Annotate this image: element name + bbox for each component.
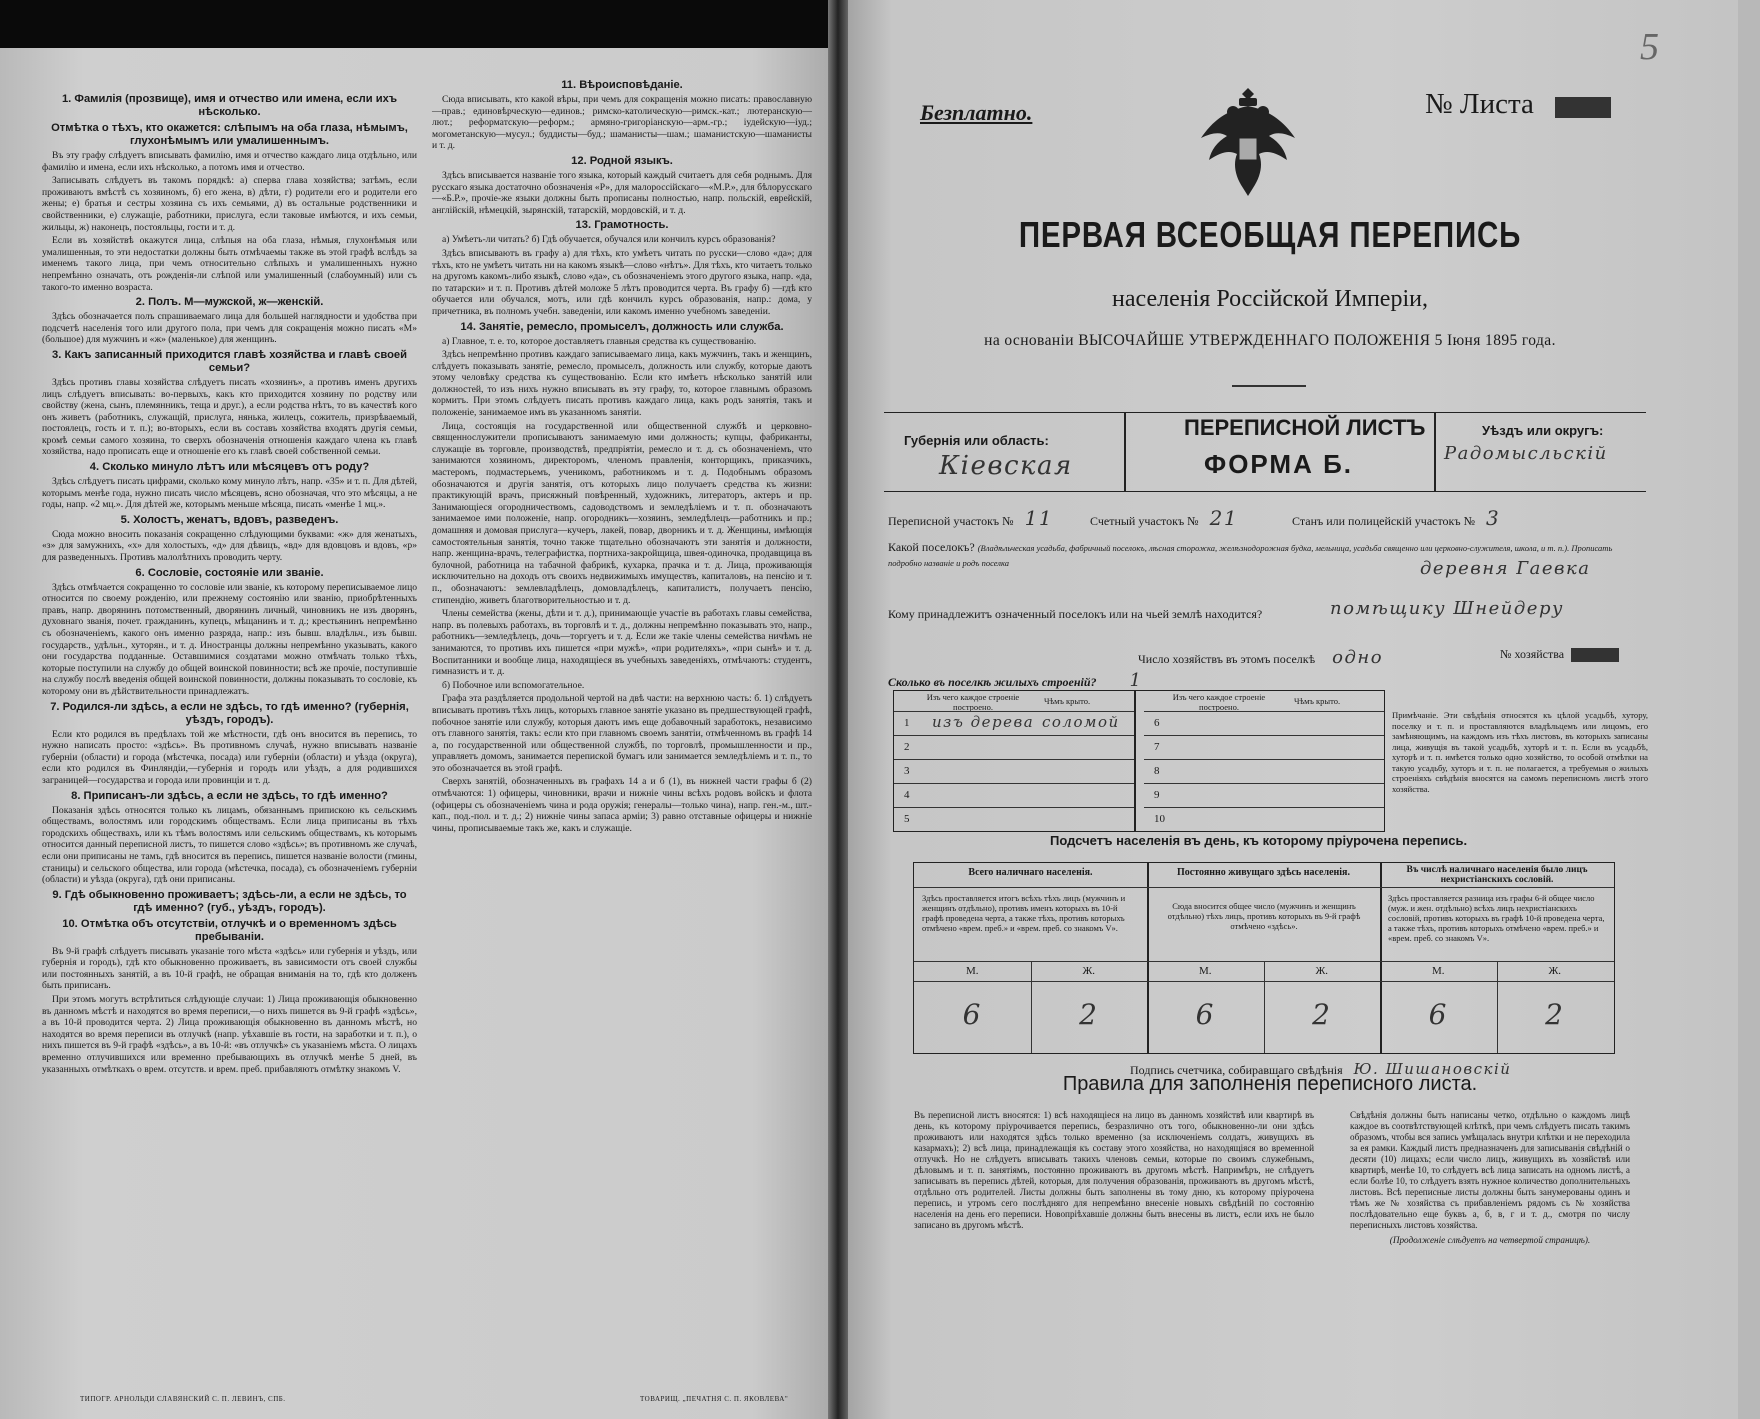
building-row (1144, 735, 1384, 760)
building-row-number: 8 (1154, 765, 1160, 777)
instruction-paragraph: Показанія здѣсь относятся только къ лицамъ, обязаннымъ припискою къ сельскимъ обществамъ, волостямъ или городскимъ обществамъ. Если лица приписаны въ тѣхъ городскихъ обществахъ, или къ тѣмъ волостямъ или сельскимъ обществамъ, къ которымъ относится данный переписной листъ, то пишется слово «здѣсь»; въ противномъ же случаѣ, если они приписаны не тамъ, гдѣ вносится въ перепись, пишется названіе волости (гмины, станицы) и сельского общества, или города (мѣстечка, посада), съ обозначеніемъ губерніи (области) и уѣзда (округа), гдѣ они приписаны. (42, 804, 417, 886)
uezd-value: Радомысльскій (1444, 443, 1608, 464)
instruction-paragraph: а) Главное, т. е. то, которое доставляетъ главныя средства къ существованію. (442, 335, 757, 347)
instruction-heading: 3. Какъ записанный приходится главѣ хозяйства и главѣ своей семьи? (52, 348, 407, 374)
instruction-paragraph: Здѣсь противъ главы хозяйства слѣдуетъ писать «хозяинъ», а противъ именъ другихъ лицъ слѣдуетъ вписывать: во-первыхъ, какъ кто приходится хозяину по родству или свойству (жена, сынъ, племянникъ, теща и друг.), а если родства нѣтъ, то въ качествѣ кого онъ живетъ (работникъ, служащій, прислуга, нянька, жилецъ, сожитель, призрѣваемый, постоялецъ, гость и т. п.); во-вторыхъ, если въ составъ хозяйства входятъ другія семьи, кромѣ семьи самого хозяина, то сверхъ обозначенія отношенія каждаго члена къ главѣ хозяйства, надо прописать еще и отношеніе его къ главѣ своей собственной семьи. (42, 376, 417, 458)
census-legal-basis: на основаніи ВЫСОЧАЙШЕ УТВЕРЖДЕННАГО ПОЛОЖЕНІЯ 5 Іюня 1895 года. (984, 332, 1556, 349)
instruction-heading: 4. Сколько минуло лѣтъ или мѣсяцевъ отъ роду? (89, 461, 370, 474)
instruction-paragraph: Здѣсь обозначается полъ спрашиваемаго лица для большей наглядности и удобства при подсчетѣ населенія того или другого пола, при чемъ для сокращенія можно писать «М» (большое) для мужчинъ и «ж» (маленькое) для женщинъ. (42, 311, 417, 346)
signature-value: Ю. Шишановскій (1353, 1060, 1512, 1078)
instruction-heading: 7. Родился-ли здѣсь, а если не здѣсь, то гдѣ именно? (губернія, уѣздъ, городъ). (50, 700, 409, 726)
instruction-paragraph: Лица, состоящія на государственной или общественной службѣ и церковно-священнослужители прописываютъ занимаемую ими должность; купцы, фабриканты, служащіе въ торговле, производствѣ, предпріятіи, ремесло и т. д. съ обозначеніемъ, что занимаются хозяиномъ, директоромъ, членомъ правленія, конторщикъ, приказчикъ, мастеромъ, подмастерьемъ, ученикомъ, работникомъ и т. д. Подобнымъ образомъ обозначаются и другія занятія, отъ которыхъ лицо получаетъ средства къ жизни: практикующій врачъ, присяжный повѣренный, художникъ, литераторъ, актеръ и пр. Занимающіеся огородничествомъ, садоводствомъ и земледѣліемъ и т. п. обозначаютъ занимаемое ими положеніе, напр. огородникъ—хозяинъ, земледѣлецъ—работникъ и пр.; домашняя и домовая прислуга—кучеръ, лакей, повар, дворникъ и т. д. Женщины, имѣющія самостоятельныя занятія, точно также тщательно обозначаютъ эти занятія и должности, напр. женщина-врачъ, телеграфистка, портниха-закройщица, швея-одиночка, продавщица въ булочной, работница на табачной фабрикѣ, кухарка, прачка и т. д. Лица, проживающія исключительно на доходъ отъ своихъ недвижимыхъ имуществъ, капиталовъ, на пенсію и т. п., обозначаютъ: землевладѣлецъ, домовладѣлецъ, капиталистъ, получаетъ пенсію, стипендію, живетъ благотворительностью и т. д. (432, 420, 812, 606)
building-row (894, 807, 1134, 832)
census-section-value: 11 (1024, 506, 1054, 530)
household-no-field (1500, 647, 1619, 662)
instruction-paragraph: Здѣсь вписывается названіе того языка, который каждый считаетъ для себя роднымъ. Для русскаго языка достаточно обозначенія «Р», для малороссійскаго—«М.Р.», для бѣлорусскаго—«Б.Р.», прочіе-же языки должны быть прописаны полностью, напр. польскій, еврейскій, англійскій, нѣмецкій, зырянскій, татарскій, мордовскій, и т. д. (432, 169, 812, 216)
buildings-table-header-right (1144, 691, 1384, 712)
households-field (1138, 647, 1383, 668)
owner-field (888, 607, 1262, 622)
buildings-table-split (1134, 691, 1136, 831)
instruction-heading: 11. Вѣроисповѣданіе. (561, 79, 683, 91)
list-title: ПЕРЕПИСНОЙ ЛИСТЪ (1184, 415, 1426, 440)
population-count-value: 6 (962, 998, 982, 1031)
instruction-heading: Отмѣтка о тѣхъ, кто окажется: слѣпымъ на оба глаза, нѣмымъ, глухонѣмымъ или умалишеннымъ. (51, 122, 408, 147)
population-count-table (913, 862, 1615, 1054)
instruction-heading: 13. Грамотность. (575, 219, 669, 232)
instruction-heading: 6. Сословіе, состояніе или званіе. (135, 566, 324, 579)
building-row-number: 4 (904, 789, 910, 801)
count-section-field (1090, 506, 1238, 530)
count-col3-desc: Здѣсь проставляется разница изъ графы 6-й общее число (муж. и жен. отдѣльно) всѣхъ лицъ нехристіанскихъ сословій, противъ которыхъ въ графѣ 10-й проведена черта, а также тѣхъ, противъ которыхъ отмѣчено «врем. преб.» и «врем. преб. со знакомъ V». (1388, 893, 1605, 943)
instruction-paragraph: б) Побочное или вспомогательное. (442, 679, 585, 691)
instruction-paragraph: Здѣсь отмѣчается сокращенно то сословіе или званіе, къ которому переписываемое лицо относится по своему рожденію, или прежнему состоянію или званію, приобрѣтенныхъ правъ, напр. дворянинъ потомственный, дворянинъ личный, чиновникъ не изъ дворянъ, духовнаго званія, почет. гражданинъ, купецъ, мѣщанинъ и т. д.; крестьянинъ непремѣнно съ обозначеніемъ, какого онъ именно разряда, напр.: изъ бывш. владѣльч., изъ бывш. государств., удѣльн., хуторян., и т. д. Иностранцы должны непремѣнно указывать, какого они государства подданные. Оставшимися создатами можно отмѣчать только тѣхъ, которые поступили на службу до общей воинской повинности; всѣ же прочіе, поступившіе на службу послѣ введенія общей воинской повинности, должны показывать то сословіе, къ которому они въ дѣйствительности принадлежатъ. (42, 581, 417, 697)
instruction-heading: 8. Приписанъ-ли здѣсь, а если не здѣсь, то гдѣ именно? (71, 789, 388, 802)
buildings-note: Примѣчаніе. Эти свѣдѣнія относятся къ цѣлой усадьбѣ, хутору, поселку и т. п. и проставляются владѣльцемъ или лицомъ, его замѣняющимъ, на каждомъ изъ тѣхъ листовъ, въ которыхъ записаны лица, живущія въ такой усадьбѣ, хуторѣ и т. п. Если въ усадьбѣ, хуторѣ и т. п. имѣется только одно хозяйство, то особой отмѣтки на такую усадьбу, хуторъ и т. п. не полагается, а требуемыя о жилыхъ строеніяхъ свѣдѣнія вносятся на самомъ переписномъ листѣ этого хозяйства. (1392, 710, 1648, 794)
form-box-divider-right (1434, 413, 1436, 491)
count-section-value: 21 (1209, 506, 1239, 530)
settlement-value: деревня Гаевка (1420, 558, 1591, 579)
count-col1-desc: Здѣсь проставляется итогъ всѣхъ тѣхъ лицъ (мужчинъ и женщинъ отдѣльно), противъ именъ которыхъ въ 10-й графѣ проведена черта, а также тѣхъ, противъ которыхъ отмѣчено «врем. преб.» и «врем. преб. со знакомъ V». (922, 893, 1126, 933)
owner-value: помѣщику Шнейдеру (1330, 598, 1564, 619)
buildings-table (893, 690, 1385, 832)
population-count-value: 2 (1545, 998, 1565, 1031)
header-roof-left: Чѣмъ крыто. (1044, 696, 1091, 706)
building-row-number: 3 (904, 765, 910, 777)
building-row (1144, 711, 1384, 736)
book-gutter (828, 0, 848, 1419)
free-label: Безплатно. (920, 100, 1033, 125)
instruction-heading: 5. Холостъ, женатъ, вдовъ, разведенъ. (120, 513, 339, 526)
instruction-paragraph: Графа эта раздѣляется продольной чертой на двѣ части: на верхнюю часть: б. 1) слѣдуетъ вписывать противъ тѣхъ лицъ, которыхъ главное занятіе указано въ предшествующей графѣ, побочное занятіе или службу, которыя даютъ имъ еще добавочный заработокъ, независимо отъ главного занятія, такъ: если кто при главномъ своемъ занятіи, отмѣченномъ въ графѣ 14 а, по государственной или общественной службѣ, по торговлѣ, промышленности и пр., управляетъ домомъ, занимается перепиской бумагъ или занимается земледѣліемъ и т. п., то это обозначается въ этой графѣ. (432, 693, 812, 774)
header-material-left: Изъ чего каждое строеніе построено. (926, 692, 1020, 712)
guberniya-label: Губернія или область: (904, 433, 1049, 448)
form-box-divider-left (1124, 413, 1126, 491)
building-row-number: 6 (1154, 717, 1160, 729)
form-b-label: ФОРМА Б. (1204, 449, 1353, 479)
count-col2-desc: Сюда вносится общее число (мужчинъ и женщинъ отдѣльно) тѣхъ лицъ, противъ которыхъ въ 9-й графѣ отмѣчено «здѣсь». (1167, 901, 1361, 931)
printer-footer-left: ТИПОГР. АРНОЛЬДИ СЛАВЯНСКИЙ С. П. ЛЕВИНЪ, СПБ. (80, 1395, 286, 1403)
rules-column-2-text: Свѣдѣнія должны быть написаны четко, отдѣльно о каждомъ лицѣ каждое въ соотвѣтствующей клѣткѣ, при чемъ слѣдуетъ писать такимъ образомъ, чтобы вся запись умѣщалась внутри клѣтки и не переходила за ея рамки. Каждый листъ предназначенъ для записыванія свѣдѣній о десяти (10) лицахъ; если число лицъ, живущихъ въ хозяйствѣ или квартирѣ, менѣе 10, то слѣдуетъ всѣ лица записать на одномъ листѣ, а если болѣе 10, то слѣдуетъ взять нужное количество дополнительныхъ листовъ. Всѣ переписные листы должны быть занумерованы одинъ и тѣмъ же № хозяйства съ прибавленіемъ рядомъ съ № хозяйства послѣдовательно еще буквъ а, б, в, г и т. д., смотря по числу переписныхъ листовъ хозяйства. (1350, 1110, 1630, 1230)
buildings-table-header-left (894, 691, 1134, 712)
instruction-paragraph: Члены семейства (жены, дѣти и т. д.), принимающіе участіе въ работахъ главы семейства, напр. въ полевыхъ работахъ, въ торговлѣ и т. д., должны непремѣнно показывать это, напр., работникъ—земледѣлецъ, дочь—торгуетъ и т. д. Если же такіе члены семейства ничѣмъ не занимаются, то противъ ихъ пишется «при мужѣ», «при родителяхъ», «при сынѣ» и т. д. Воспитанники и вообще лица, находящіеся въ учебныхъ заведеніяхъ, отмѣчаютъ: студентъ, гимназистъ и т. д. (432, 608, 812, 678)
building-row-number: 2 (904, 741, 910, 753)
male-column-label: М. (1198, 965, 1212, 977)
instruction-paragraph: а) Умѣетъ-ли читать? б) Гдѣ обучается, обучался или кончилъ курсъ образованія? (442, 234, 776, 246)
building-row-number: 7 (1154, 741, 1160, 753)
count-col1-header: Всего наличнаго населенія. (968, 867, 1093, 878)
building-row (1144, 783, 1384, 808)
instruction-paragraph: Въ 9-й графѣ слѣдуетъ писывать указаніе того мѣста «здѣсь» или губернія и уѣздъ, или губернія и городъ), гдѣ кто обыкновенно проживаетъ, въ зависимости отъ своей службы или постоянныхъ занятій, а въ 10-й графѣ, не обращая вниманія на то, гдѣ кто долженъ быть приписанъ. (42, 945, 417, 992)
form-header-box (884, 412, 1646, 492)
owner-label: Кому принадлежитъ означенный поселокъ или на чьей землѣ находится? (888, 607, 1263, 621)
stan-label: Станъ или полицейскій участокъ № (1292, 514, 1476, 528)
instructions-column-1 (42, 90, 417, 1077)
rules-column-1: Въ переписной листъ вносятся: 1) всѣ находящіеся на лицо въ данномъ хозяйствѣ или квартирѣ въ день, къ которому пріурочивается перепись, безразлично отъ того, обыкновенно-ли они здѣсь проживаютъ или находятся здѣсь только временно (за исключеніемъ солдатъ, живущихъ въ казармахъ); 2) всѣ лица, принадлежащія къ составу этого хозяйства, но находящіяся во временной отлучкѣ. Но не слѣдуетъ вписывать такихъ членовъ семьи, которые по своимъ служебнымъ, дѣловымъ и т. п. занятіямъ, постоянно проживаютъ въ другомъ мѣстѣ. Напримѣръ, не слѣдуетъ записывать въ перепись дѣтей, которыя, для получения образованія, проживаютъ въ другомъ мѣстѣ, отдѣльно отъ родителей. Листы должны быть заполнены въ тому дню, къ которому пріурочена перепись, и утромъ сего послѣдняго для непремѣнно внесеніе новыхъ свѣдѣній по состоянію населенія на день его переписи. Новопріѣхавшіе должны быть внесены въ листъ, если ихъ не было записано въ другомъ мѣстѣ. (914, 1110, 1314, 1230)
population-count-value: 6 (1195, 998, 1215, 1031)
census-subtitle: населенія Россійской Имперіи, (1112, 286, 1428, 312)
instruction-heading: 12. Родной языкъ. (571, 154, 673, 167)
buildings-value: 1 (1129, 670, 1143, 691)
buildings-field (888, 670, 1142, 691)
count-col3-header: Въ числѣ наличнаго населенія было лицъ нехристіанскихъ сословій. (1406, 865, 1588, 885)
instruction-heading: 10. Отмѣтка объ отсутствіи, отлучкѣ и о временномъ здѣсь пребываніи. (62, 917, 397, 943)
title-divider (1232, 385, 1306, 387)
households-value: одно (1332, 647, 1384, 668)
signature-label: Подпись счетчика, собиравшаго свѣдѣнія (1130, 1063, 1343, 1077)
female-column-label: Ж. (1315, 965, 1329, 977)
population-count-value: 2 (1312, 998, 1332, 1031)
row1-roof-value: соломой (1042, 713, 1120, 731)
instruction-paragraph: Сверхъ занятій, обозначенныхъ въ графахъ 14 а и б (1), въ нижней части графы б (2) отмѣчаются: 1) офицеры, чиновники, врачи и нижніе чины всѣхъ родовъ войскъ и флота (офицеры съ обозначеніемъ чина и рода оружія; генералы—только чина), напр. ген.-м., шт.-кап., под.-пол. и т. д.; 2) нижніе чины запаса арміи; 3) равно отставные офицеры и нижніе чины, прописываемые такъ же, какъ и служащіе. (432, 776, 812, 834)
instruction-paragraph: Здѣсь слѣдуетъ писать цифрами, сколько кому минуло лѣтъ, напр. «35» и т. п. Для дѣтей, которымъ менѣе года, нужно писать число мѣсяцевъ, ясно обозначая, что это мѣсяцы, а не годы, напр. «2 мц.». Для дѣтей же, которымъ меньше мѣсяца, писать «менѣе 1 мц.». (42, 476, 417, 511)
stan-field (1292, 506, 1500, 530)
household-no-redaction (1571, 648, 1619, 662)
female-column-label: Ж. (1082, 965, 1096, 977)
rules-column-2 (1350, 1110, 1630, 1246)
building-row (1144, 759, 1384, 784)
building-row (1144, 807, 1384, 832)
building-row-number: 9 (1154, 789, 1160, 801)
building-row-number: 1 (904, 717, 910, 729)
rules-title: Правила для заполненія переписного листа. (1062, 1073, 1478, 1095)
buildings-label: Сколько въ поселкѣ жилыхъ строеній? (888, 675, 1097, 689)
header-material-right: Изъ чего каждое строеніе построено. (1172, 692, 1266, 712)
instruction-paragraph: Сюда вписывать, кто какой вѣры, при чемъ для сокращенія можно писать: православную—прав.; единовѣрческую—единов.; римско-католическую—римск.-кат.; лютеранскую—лют.; реформатскую—реформ.; армяно-григоріанскую—арм.-гр.; іудейскую—іуд.; могометанскую—мусул.; буддисты—буд.; шаманисты—шам.; шаманистскую—шаманисты и т. д. (432, 94, 812, 152)
households-label: Число хозяйствъ въ этомъ поселкѣ (1138, 652, 1316, 666)
male-column-label: М. (1431, 965, 1445, 977)
census-section-field (888, 506, 1053, 530)
guberniya-value: Кіевская (939, 451, 1073, 481)
header-roof-right: Чѣмъ крыто. (1294, 696, 1341, 706)
instruction-paragraph: Здѣсь вписываютъ въ графу а) для тѣхъ, кто умѣетъ читать по русски—слово «да»; для тѣхъ, кто не умѣетъ читать ни на какомъ языкѣ—слово «нѣтъ». Для тѣхъ, кто читаетъ только на другомъ какомъ-либо языкѣ, слово «да», съ обозначеніемъ этого другого языка, напр. «да, по татарски» и т. п. Противъ дѣтей моложе 5 лѣтъ проводится черта. Въ графу б) —гдѣ кто обучается или обучался, мотъ, или гдѣ кончилъ курсъ образованія, напр.: дома, у причетника, въ полномъ учебн. заведеніи, или какомъ именно учебномъ заведеніи. (432, 247, 812, 317)
settlement-label: Какой поселокъ? (888, 540, 975, 554)
instruction-paragraph: Здѣсь непремѣнно противъ каждаго записываемаго лица, какъ мужчинъ, такъ и женщинъ, слѣдуетъ показывать занятіе, ремесло, промыселъ, должность или службу, которые даютъ этому человѣку средства къ существованію. Если кто имѣетъ нѣсколько занятій или должностей, то изъ нихъ нужно вписывать въ эту графу, то, которое главнымъ образомъ кормитъ. При этомъ слѣдуетъ писать противъ каждаго лица, какъ родъ занятія, такъ и положеніе, занимаемое имъ въ указанномъ занятіи. (432, 349, 812, 419)
row1-material-value: изъ дерева (932, 713, 1035, 731)
population-count-value: 2 (1079, 998, 1099, 1031)
instructions-column-2 (432, 76, 812, 836)
instruction-heading: 1. Фамилія (прозвище), имя и отчество или имена, если ихъ нѣсколько. (61, 93, 398, 118)
instruction-heading: 2. Полъ. М—мужской, ж—женскій. (135, 296, 324, 309)
building-row (894, 735, 1134, 760)
instruction-paragraph: Сюда можно вносить показанія сокращенно слѣдующими буквами: «ж» для женатыхъ, «з» для замужнихъ, «х» для холостыхъ, «д» для дѣвицъ, «вд» для вдовцовъ и вдовъ, «р» для разведенныхъ. Противъ малолѣтнихъ проводить черту. (42, 528, 417, 564)
double-headed-eagle-emblem-icon (1193, 80, 1303, 200)
building-row (894, 759, 1134, 784)
building-row-number: 5 (904, 813, 910, 825)
instruction-paragraph: При этомъ могутъ встрѣтиться слѣдующіе случаи: 1) Лица проживающія обыкновенно въ данномъ мѣстѣ и находятся во время переписи,—о нихъ пишется въ 9-й графѣ «здѣсь», а въ 10-й проводится черта. 2) Лица проживающія обыкновенно въ данномъ мѣстѣ, но находятся во время переписи въ отлучкѣ (напр. уѣхавшіе въ гости, на заработки и т. п.), о нихъ пишется въ 9-й графѣ «здѣсь», а въ 10-й: «въ отлучкѣ» съ указаніемъ мѣста. О лицахъ временно отлучившихся или временно пребывающихъ въ отлучкѣ менѣе 5 дней, въ указанныхъ отмѣткахъ о врем. отсутств. и врем. преб. прибавляютъ отмѣтку знакомъ V. (42, 994, 417, 1075)
census-title: ПЕРВАЯ ВСЕОБЩАЯ ПЕРЕПИСЬ (1018, 214, 1522, 255)
count-section-label: Счетный участокъ № (1090, 514, 1199, 528)
instruction-paragraph: Записывать слѣдуетъ въ такомъ порядкѣ: а) сперва глава хозяйства; затѣмъ, если проживаютъ вмѣстѣ съ хозяиномъ, б) его жена, в) дѣти, г) родители его и родители его жены; е) братья и сестры хозяина съ ихъ семьями, д) въ остальные родственники и свойственники, е) служащіе, работники, прислуга, если таковые имѣются, и ихъ семьи, жильцы, ж) наконецъ, постояльцы, гости и т. д. (42, 175, 417, 233)
instruction-heading: 9. Гдѣ обыкновенно проживаетъ; здѣсь-ли, а если не здѣсь, то гдѣ именно? (губ., уѣздъ, городъ). (52, 888, 407, 914)
instruction-paragraph: Если кто родился въ предѣлахъ той же мѣстности, гдѣ онъ вносится въ перепись, то нужно написать просто: «здѣсь». Въ противномъ случаѣ, нужно вписывать названіе губерніи (области) и города (мѣстечка, посада) или губерніи (области) и уѣзда (округа), если кто родился въ Финляндіи,—губернія и городъ или уѣздъ, а для родившихся заграницей—государства и города или провинціи и т. д. (42, 728, 417, 786)
male-column-label: М. (965, 965, 979, 977)
page-number-handwritten: 5 (1640, 26, 1659, 68)
count-col2-header: Постоянно живущаго здѣсь населенія. (1177, 867, 1350, 878)
uezd-label: Уѣздъ или округъ: (1482, 423, 1604, 438)
household-no-label: № хозяйства (1500, 647, 1565, 661)
building-row-number: 10 (1154, 813, 1165, 825)
female-column-label: Ж. (1548, 965, 1562, 977)
printer-footer-right: ТОВАРИЩ. „ПЕЧАТНЯ С. П. ЯКОВЛЕВА" (640, 1395, 789, 1403)
sheet-number-label: № Листа (1425, 88, 1534, 120)
population-count-title: Подсчетъ населенія въ день, къ которому пріурочена перепись. (1050, 833, 1468, 848)
stan-value: 3 (1486, 506, 1501, 530)
instruction-paragraph: Если въ хозяйствѣ окажутся лица, слѣпыя на оба глаза, нѣмыя, глухонѣмыя или умалишенныя, то эти недостатки должны быть отмѣчаемы также въ этой графѣ вслѣдъ за именемъ такого лица, при чемъ относительно слѣпыхъ и умалишенныхъ нужно непремѣнно означать, отъ рожденія-ли слѣпой или умалишенный (слабоумный) или съ такого-то именно возраста. (42, 235, 417, 293)
count-header-rule (914, 887, 1614, 888)
settlement-hint: (Владѣльческая усадьба, фабричный поселокъ, лѣсная сторожка, желѣзнодорожная будка, мельница, усадьба священно или церковно-служителя, школа, и т. п.). Прописать подробно названіе и родъ поселка (888, 543, 1613, 568)
rules-continued-note: (Продолженіе слѣдуетъ на четвертой страницѣ). (1389, 1235, 1591, 1245)
instruction-paragraph: Въ эту графу слѣдуетъ вписывать фамилію, имя и отчество каждаго лица отдѣльно, или фамилію и имена, если ихъ нѣсколько, а потомъ имя и отчество. (42, 150, 417, 173)
building-row (894, 783, 1134, 808)
population-count-value: 6 (1428, 998, 1448, 1031)
instruction-heading: 14. Занятіе, ремесло, промыселъ, должность или служба. (460, 320, 784, 333)
census-section-label: Переписной участокъ № (888, 514, 1014, 528)
sheet-number-redaction (1555, 97, 1611, 118)
